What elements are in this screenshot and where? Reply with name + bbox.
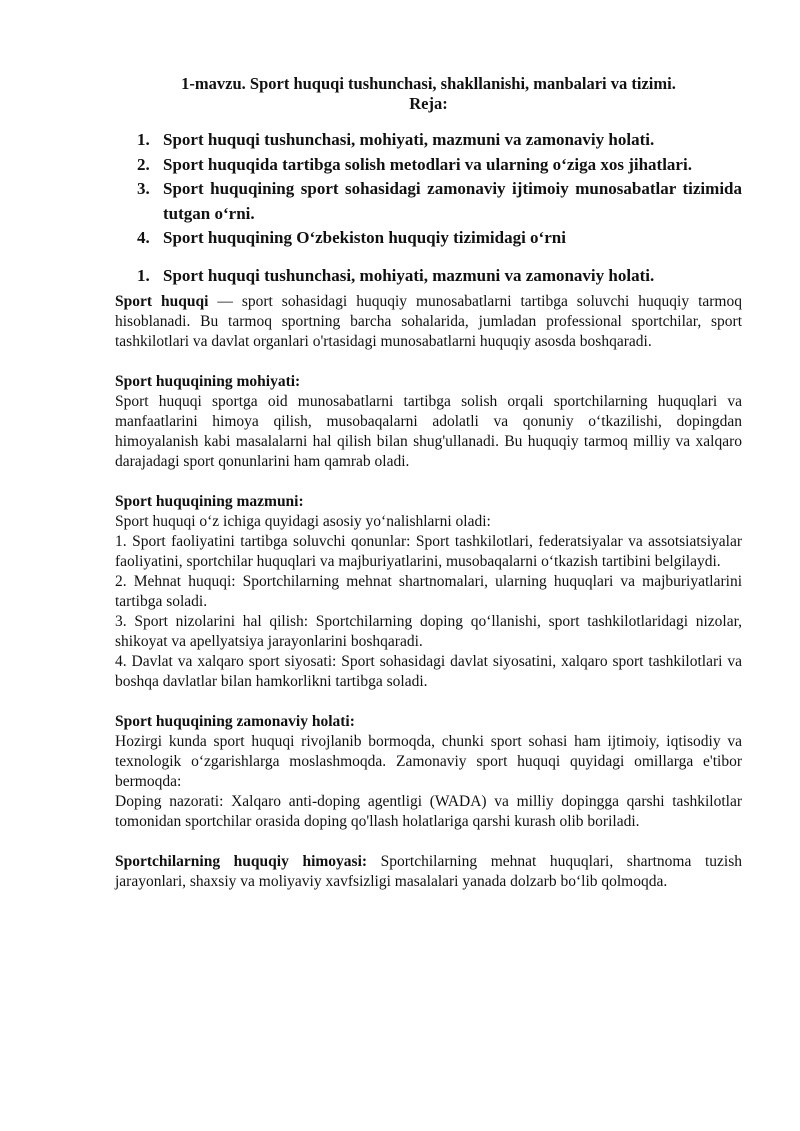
- plan-item-text: Sport huquqi tushunchasi, mohiyati, mazmuni va zamonaviy holati.: [163, 130, 655, 149]
- mazmuni-item: 3. Sport nizolarini hal qilish: Sportchilarning doping qo‘llanishi, sport tashkilotlaridagi nizolar, shikoyat va apellyatsiya jarayonlarini boshqaradi.: [115, 613, 742, 650]
- spacer: [115, 832, 742, 852]
- mazmuni-item: 1. Sport faoliyatini tartibga soluvchi qonunlar: Sport tashkilotlari, federatsiyalar va assotsiatsiyalar faoliyatini, sportchilar huquqlari va majburiyatlarini, musobaqalarni o‘tkazish tartibini belgilaydi.: [115, 533, 742, 570]
- mazmuni-lead: Sport huquqi o‘z ichiga quyidagi asosiy yo‘nalishlarni oladi:: [115, 513, 491, 530]
- plan-item-number: 3.: [137, 179, 150, 198]
- holati-paragraph: Hozirgi kunda sport huquqi rivojlanib bormoqda, chunki sport sohasi ham ijtimoiy, iqtisodiy va texnologik o‘zgarishlarga moslashmoqda. Zamonaviy sport huquqi quyidagi omillarga e'tibor bermoqda:: [115, 733, 742, 790]
- spacer: [115, 251, 742, 264]
- holati-heading: Sport huquqining zamonaviy holati:: [115, 713, 355, 730]
- plan-item-text: Sport huquqining O‘zbekiston huquqiy tizimidagi o‘rni: [163, 228, 566, 247]
- mazmuni-item: 4. Davlat va xalqaro sport siyosati: Sport sohasidagi davlat siyosatini, xalqaro sport tashkilotlari va boshqa davlatlar bilan hamkorlikni tartibga soladi.: [115, 653, 742, 690]
- intro-text: — sport sohasidagi huquqiy munosabatlarni tartibga soluvchi huquqiy tarmoq hisoblanadi. Bu tarmoq sportning barcha sohalarida, jumladan professional sportchilar, sport tashkilotlari va davlat organlari o'rtasidagi munosabatlarni huquqiy asosda boshqaradi.: [115, 293, 742, 350]
- mazmuni-item: 2. Mehnat huquqi: Sportchilarning mehnat shartnomalari, ularning huquqlari va majburiyatlarini tartibga soladi.: [115, 573, 742, 610]
- himoyasi-paragraph: [115, 852, 742, 892]
- plan-item: [115, 177, 742, 226]
- plan-item-text: Sport huquqining sport sohasidagi zamonaviy ijtimoiy munosabatlar tizimida tutgan o‘rni.: [163, 179, 742, 223]
- plan-item-number: 2.: [137, 154, 150, 174]
- spacer: [115, 352, 742, 372]
- document-subtitle: Reja:: [409, 94, 448, 113]
- doping-paragraph: Doping nazorati: Xalqaro anti-doping agentligi (WADA) va milliy dopingga qarshi tashkilotlar tomonidan sportchilar orasida doping qo'llash holatlariga qarshi kurash olib boriladi.: [115, 793, 742, 830]
- himoyasi-term: Sportchilarning huquqiy himoyasi:: [115, 853, 368, 870]
- intro-term: Sport huquqi: [115, 293, 209, 310]
- mohiyati-paragraph: Sport huquqi sportga oid munosabatlarni tartibga solish orqali sportchilarning huquqlari va manfaatlarini himoya qilish, musobaqalarni adolatli va qonuniy o‘tkazilishi, dopingdan himoyalanish kabi masalalarni hal qilish bilan shug'ullanadi. Bu huquqiy tarmoq milliy va xalqaro darajadagi sport qonunlarini ham qamrab oladi.: [115, 393, 742, 470]
- spacer: [115, 472, 742, 492]
- plan-list: [115, 128, 742, 251]
- mohiyati-heading: Sport huquqining mohiyati:: [115, 373, 301, 390]
- plan-item: [115, 226, 742, 251]
- section-heading-text: Sport huquqi tushunchasi, mohiyati, mazmuni va zamonaviy holati.: [163, 265, 655, 285]
- section-number: 1.: [137, 265, 150, 285]
- document-title: 1-mavzu. Sport huquqi tushunchasi, shakllanishi, manbalari va tizimi.: [181, 74, 676, 93]
- plan-item: [115, 153, 742, 178]
- spacer: [115, 692, 742, 712]
- plan-item-text: Sport huquqida tartibga solish metodlari va ularning o‘ziga xos jihatlari.: [163, 154, 692, 174]
- mazmuni-heading: Sport huquqining mazmuni:: [115, 493, 304, 510]
- plan-item: [115, 128, 742, 153]
- plan-item-number: 4.: [137, 228, 150, 247]
- himoyasi-text: Sportchilarning mehnat huquqlari, shartnoma tuzish jarayonlari, shaxsiy va moliyaviy xavfsizligi masalalari yanada dolzarb bo‘lib qolmoqda.: [115, 853, 743, 890]
- document-page: [115, 74, 742, 892]
- plan-item-number: 1.: [137, 130, 150, 149]
- intro-paragraph: [115, 292, 742, 352]
- section-heading: [115, 264, 742, 289]
